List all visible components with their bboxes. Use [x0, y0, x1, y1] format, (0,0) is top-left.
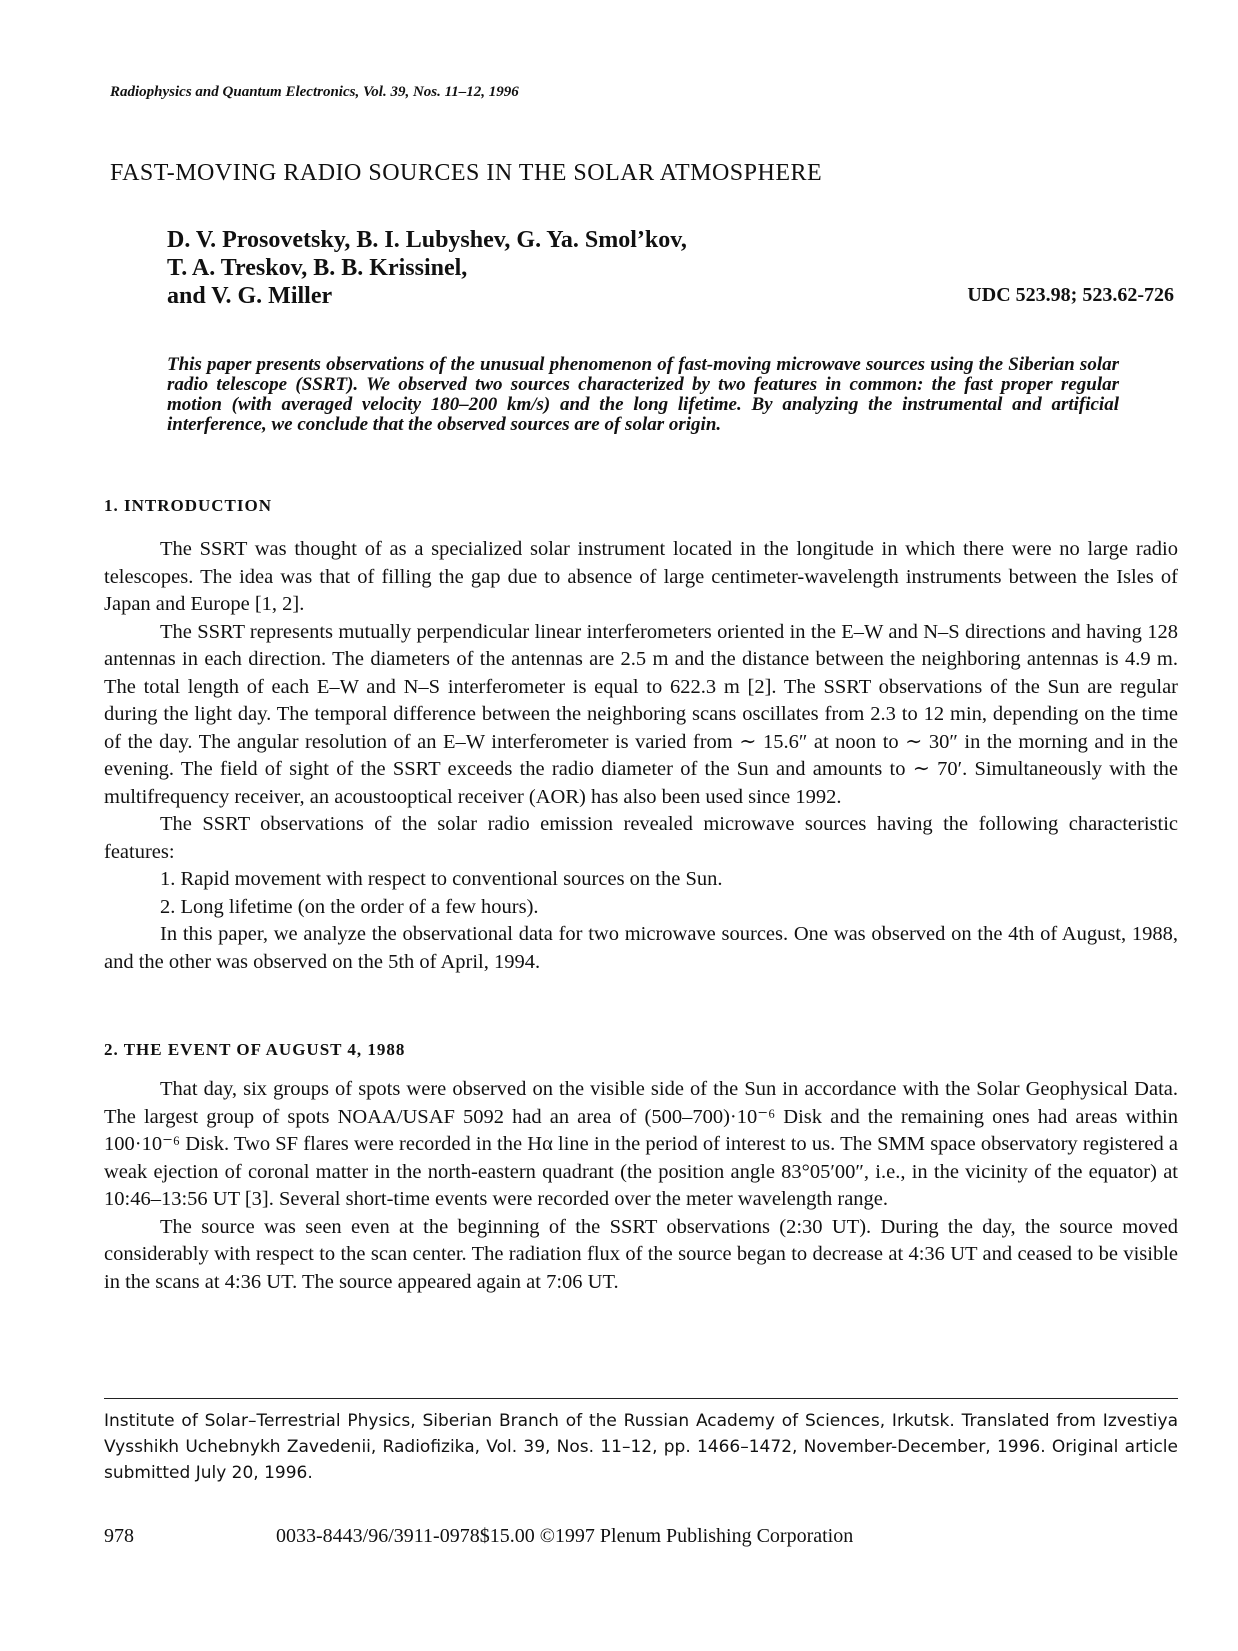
section-body-event — [104, 1076, 1178, 1296]
paragraph: That day, six groups of spots were observed on the visible side of the Sun in accordance with the Solar Geophysical Data. The largest group of spots NOAA/USAF 5092 had an area of (500–700)·10⁻⁶ Disk and the remaining ones had areas within 100·10⁻⁶ Disk. Two SF flares were recorded in the Hα line in the period of interest to us. The SMM space observatory registered a weak ejection of coronal matter in the north-eastern quadrant (the position angle 83°05′00″, i.e., in the vicinity of the equator) at 10:46–13:56 UT [3]. Several short-time events were recorded over the meter wavelength range. — [104, 1078, 1178, 1210]
list-item: 2. Long lifetime (on the order of a few hours). — [160, 895, 539, 918]
abstract: This paper presents observations of the unusual phenomenon of fast-moving microwave sources using the Siberian solar radio telescope (SSRT). We observed two sources characterized by two features in common: the fast proper regular motion (with averaged velocity 180–200 km/s) and the long lifetime. By analyzing the instrumental and artificial interference, we conclude that the observed sources are of solar origin. — [167, 354, 1119, 435]
page-number: 978 — [104, 1525, 134, 1547]
udc-code: UDC 523.98; 523.62-726 — [967, 284, 1174, 306]
author-line-3: and V. G. Miller — [167, 283, 333, 309]
list-item: 1. Rapid movement with respect to conventional sources on the Sun. — [160, 868, 723, 890]
section-heading-event: 2. THE EVENT OF AUGUST 4, 1988 — [104, 1040, 406, 1059]
author-line-2: T. A. Treskov, B. B. Krissinel, — [167, 255, 468, 281]
author-list — [167, 226, 687, 310]
footnote: Institute of Solar–Terrestrial Physics, Siberian Branch of the Russian Academy of Sciences, Irkutsk. Translated from Izvestiya Vysshikh Uchebnykh Zavedenii, Radiofizika, Vol. 39, Nos. 11–12, pp. 1466–1472, November-December, 1996. Original article submitted July 20, 1996. — [104, 1411, 1178, 1483]
section-body-introduction — [104, 536, 1178, 976]
paragraph: The SSRT observations of the solar radio emission revealed microwave sources having the following characteristic features: — [104, 813, 1178, 863]
paragraph: The SSRT represents mutually perpendicular linear interferometers oriented in the E–W and N–S directions and having 128 antennas in each direction. The diameters of the antennas are 2.5 m and the distance between the neighboring antennas is 4.9 m. The total length of each E–W and N–S interferometer is equal to 622.3 m [2]. The SSRT observations of the Sun are regular during the light day. The temporal difference between the neighboring scans oscillates from 2.3 to 12 min, depending on the time of the day. The angular resolution of an E–W interferometer is varied from ∼ 15.6″ at noon to ∼ 30″ in the morning and in the evening. The field of sight of the SSRT exceeds the radio diameter of the Sun and amounts to ∼ 70′. Simultaneously with the multifrequency receiver, an acoustooptical receiver (AOR) has also been used since 1992. — [104, 620, 1178, 808]
author-line-1: D. V. Prosovetsky, B. I. Lubyshev, G. Ya. Smol’kov, — [167, 227, 687, 253]
publication-info: 0033-8443/96/3911-0978$15.00 ©1997 Plenum Publishing Corporation — [276, 1525, 854, 1547]
paragraph: The source was seen even at the beginning of the SSRT observations (2:30 UT). During the day, the source moved considerably with respect to the scan center. The radiation flux of the source began to decrease at 4:36 UT and ceased to be visible in the scans at 4:36 UT. The source appeared again at 7:06 UT. — [104, 1215, 1178, 1293]
section-heading-introduction: 1. INTRODUCTION — [104, 496, 273, 515]
paper-title: FAST-MOVING RADIO SOURCES IN THE SOLAR ATMOSPHERE — [110, 160, 823, 186]
journal-header: Radiophysics and Quantum Electronics, Vol. 39, Nos. 11–12, 1996 — [110, 84, 519, 100]
footnote-divider — [104, 1398, 1178, 1399]
paragraph: The SSRT was thought of as a specialized solar instrument located in the longitude in which there were no large radio telescopes. The idea was that of filling the gap due to absence of large centimeter-wavelength instruments between the Isles of Japan and Europe [1, 2]. — [104, 538, 1178, 615]
paragraph: In this paper, we analyze the observational data for two microwave sources. One was observed on the 4th of August, 1988, and the other was observed on the 5th of April, 1994. — [104, 923, 1178, 973]
